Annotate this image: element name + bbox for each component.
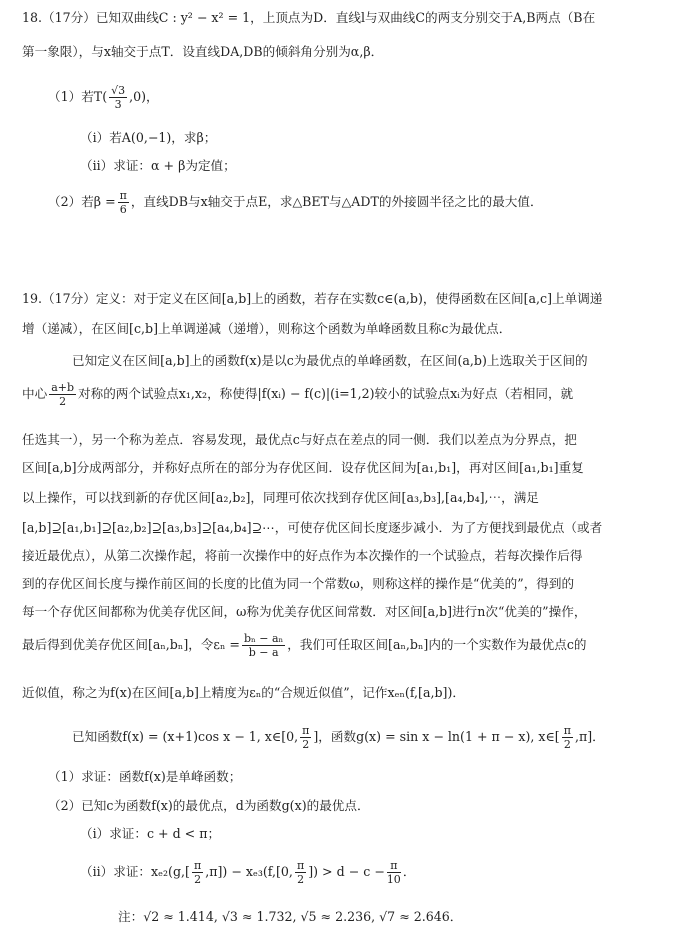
q18-part2-head: （2）若β = <box>48 194 116 209</box>
q18-part1-i: （i）若A(0,−1)，求β； <box>80 130 217 145</box>
denominator: 2 <box>194 873 202 886</box>
fraction <box>562 725 573 750</box>
q19-line-5: 任选其一），另一个称为差点．容易发现，最优点c与好点在差点的同一侧．我们以差点为分界点，把 <box>22 432 577 447</box>
q18-part1-head: （1）若T( <box>48 89 108 104</box>
numerator: √3 <box>111 84 126 97</box>
q19-line-3: 已知定义在区间[a,b]上的函数f(x)是以c为最优点的单峰函数，在区间(a,b)上选取关于区间的 <box>72 353 588 368</box>
q19-part2: （2）已知c为函数f(x)的最优点，d为函数g(x)的最优点． <box>48 798 370 813</box>
q19-line-4-tail: 对称的两个试验点x₁,x₂，称使得|f(xᵢ) − f(c)|(i=1,2)较小的试验点xᵢ为好点（若相同，就 <box>78 386 574 401</box>
denominator: 2 <box>297 873 305 886</box>
denominator: 10 <box>386 873 401 886</box>
q19-line-2: 增（递减），在区间[c,b]上单调递减（递增），则称这个函数为单峰函数且称c为最优点． <box>22 321 512 336</box>
q19-line-4 <box>22 382 573 407</box>
fraction <box>192 860 203 885</box>
q19-line-7: 以上操作，可以找到新的存优区间[a₂,b₂]，同理可依次找到存优区间[a₃,b₃],[a₄,b₄],⋯，满足 <box>22 490 539 505</box>
given-f: 已知函数f(x) = (x+1)cos x − 1, x∈[0, <box>72 729 299 744</box>
q19-line-8: [a,b]⊇[a₁,b₁]⊇[a₂,b₂]⊇[a₃,b₃]⊇[a₄,b₄]⊇⋯，可使存优区间长度逐步减小．为了方便找到最优点（或者 <box>22 520 603 535</box>
fraction <box>242 633 285 658</box>
q18-part1-stem <box>48 85 159 110</box>
q19-note: 注：√2 ≈ 1.414, √3 ≈ 1.732, √5 ≈ 2.236, √7 ≈ 2.646． <box>118 909 463 924</box>
fraction <box>109 85 127 110</box>
q19-line-10: 到的存优区间长度与操作前区间的长度的比值为同一个常数ω，则称这样的操作是“优美的”，得到的 <box>22 576 575 591</box>
numerator: a+b <box>51 381 75 394</box>
fraction <box>295 860 306 885</box>
part2-ii-b: ,π]) − xₑ₃(f,[0, <box>205 864 293 879</box>
part2-ii-d: ． <box>402 864 416 879</box>
given-g-tail: ,π]． <box>574 729 605 744</box>
q19-line-12-head: 最后得到优美存优区间[aₙ,bₙ]，令εₙ = <box>22 637 240 652</box>
q19-line-4-head: 中心 <box>22 386 48 401</box>
q18-part2-tail: ，直线DB与x轴交于点E，求△BET与△ADT的外接圆半径之比的最大值． <box>130 194 543 209</box>
q19-line-11: 每一个存优区间都称为优美存优区间，ω称为优美存优区间常数．对区间[a,b]进行n次“优美的”操作， <box>22 604 587 619</box>
q18-line-2: 第一象限），与x轴交于点T．设直线DA,DB的倾斜角分别为α,β． <box>22 44 384 59</box>
q18-part2 <box>48 190 543 215</box>
part2-ii-c: ]) > d − c − <box>308 864 385 879</box>
q19-line-13: 近似值，称之为f(x)在区间[a,b]上精度为εₙ的“合规近似值”，记作xₑₙ(f,[a,b])． <box>22 685 465 700</box>
q19-line-6: 区间[a,b]分成两部分，并称好点所在的部分为存优区间．设存优区间为[a₁,b₁]，再对区间[a₁,b₁]重复 <box>22 460 584 475</box>
q19-line-12-tail: ，我们可任取区间[aₙ,bₙ]内的一个实数作为最优点c的 <box>287 637 587 652</box>
numerator: π <box>193 859 202 872</box>
denominator: 2 <box>59 395 67 408</box>
fraction <box>387 860 401 885</box>
fraction <box>49 382 76 407</box>
fraction <box>118 190 129 215</box>
numerator: π <box>387 860 401 873</box>
given-g: ]，函数g(x) = sin x − ln(1 + π − x), x∈[ <box>313 729 560 744</box>
denominator: 2 <box>302 738 310 751</box>
denominator: 6 <box>119 203 127 216</box>
q19-part1: （1）求证：函数f(x)是单峰函数； <box>48 769 242 784</box>
numerator: π <box>302 724 310 737</box>
numerator: π <box>119 189 127 202</box>
q19-part2-i: （i）求证：c + d < π； <box>80 826 221 841</box>
fraction <box>300 725 311 750</box>
q19-given-functions <box>72 725 605 750</box>
numerator: π <box>563 724 571 737</box>
numerator: π <box>296 859 305 872</box>
denominator: 2 <box>563 738 571 751</box>
part2-ii-a: （ii）求证：xₑ₂(g,[ <box>80 864 190 879</box>
denominator: 3 <box>114 98 122 111</box>
q18-part1-ii: （ii）求证：α + β为定值； <box>80 158 236 173</box>
numerator: bₙ − aₙ <box>243 632 284 645</box>
q19-part2-ii <box>80 860 415 885</box>
q19-line-1: 19.（17分）定义：对于定义在区间[a,b]上的函数，若存在实数c∈(a,b)，使得函数在区间[a,c]上单调递 <box>22 291 603 306</box>
q18-line-1: 18.（17分）已知双曲线C : y² − x² = 1，上顶点为D．直线l与双曲线C的两支分别交于A,B两点（B在 <box>22 10 596 25</box>
q18-part1-tail: ,0)， <box>129 89 159 104</box>
denominator: b − a <box>248 646 279 659</box>
q19-line-9: 接近最优点），从第二次操作起，将前一次操作中的好点作为本次操作的一个试验点，若每次操作后得 <box>22 548 583 563</box>
q19-line-12 <box>22 633 587 658</box>
